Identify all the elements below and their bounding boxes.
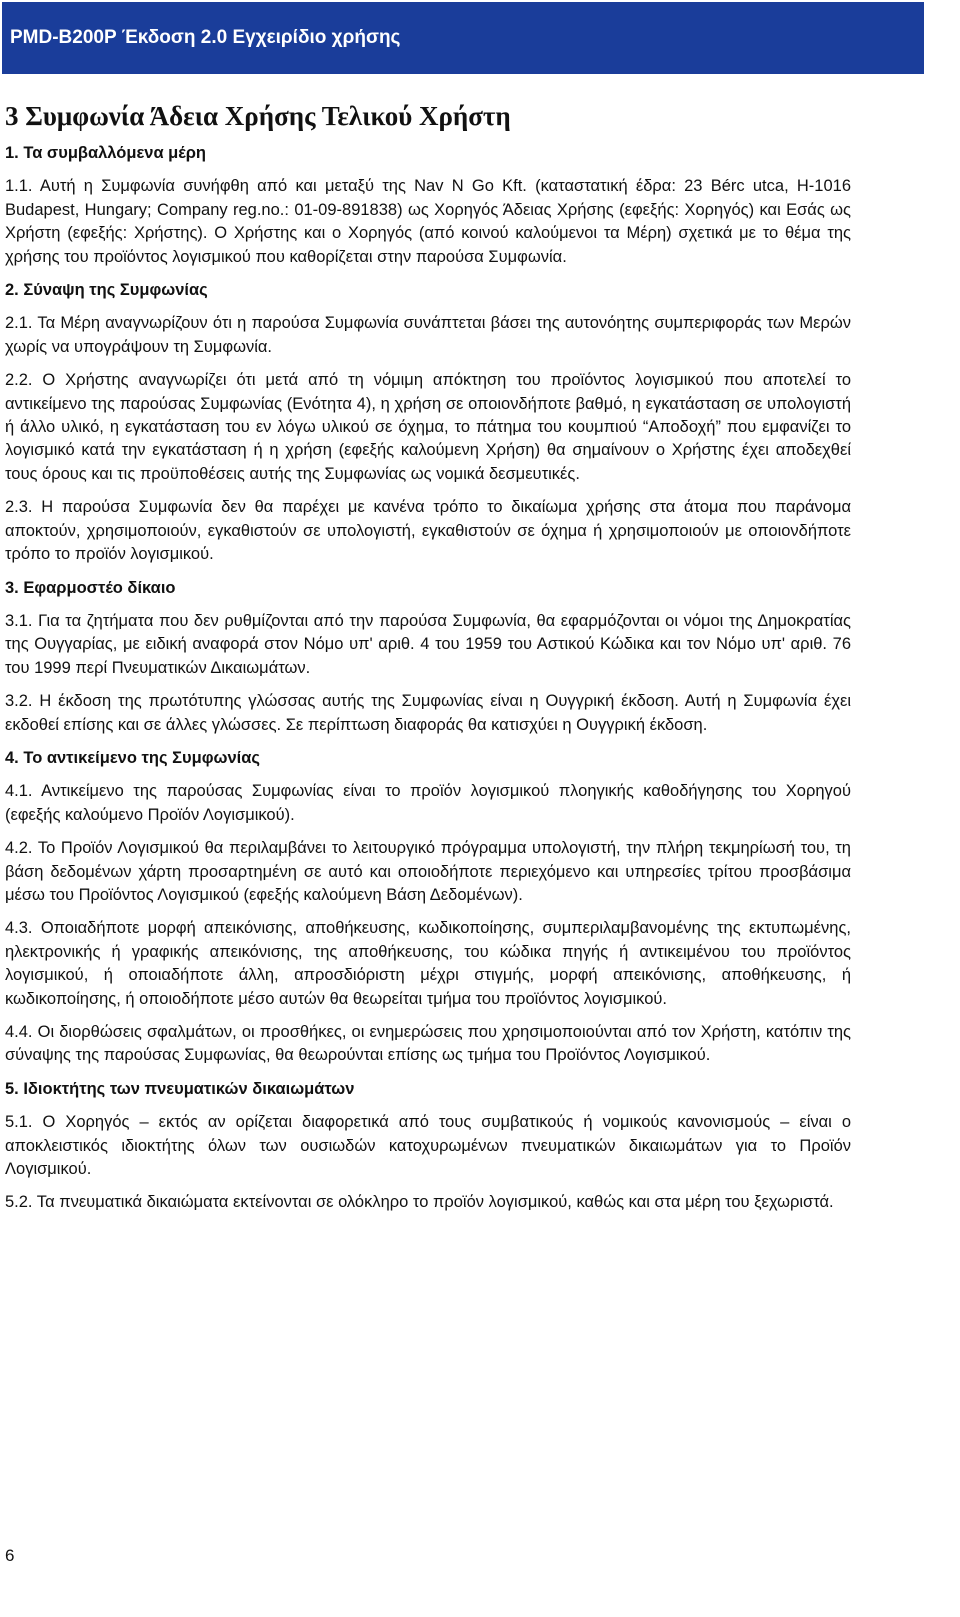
section-heading-copyright-owner: 5. Ιδιοκτήτης των πνευματικών δικαιωμάτων	[5, 1079, 355, 1098]
clause-4-3: 4.3. Οποιαδήποτε μορφή απεικόνισης, αποθήκευσης, κωδικοποίησης, συμπεριλαμβανομένης της εκτυπωμένης, ηλεκτρονικής ή γραφικής απεικόνισης, της αποθήκευσης, του κώδικα πηγής ή αντικειμένου του προϊόντος λογισμικού, ή οποιαδήποτε άλλη, απροσδιόριστη μέχρι στιγμής, μορφή απεικόνισης, αποθήκευσης, ή κωδικοποίησης, ή οποιοδήποτε μέσο αυτών θα θεωρείται τμήμα του προϊόντος λογισμικού.	[5, 919, 851, 1008]
clause-4-2: 4.2. Το Προϊόν Λογισμικού θα περιλαμβάνει το λειτουργικό πρόγραμμα υπολογιστή, την πλήρη τεκμηρίωσή του, τη βάση δεδομένων χάρτη προσαρτημένη σε αυτό και οποιοδήποτε περιεχόμενο και υπηρεσίες τρίτου προσβάσιμα μέσω του Προϊόντος Λογισμικού (εφεξής καλούμενη Βάση Δεδομένων).	[5, 839, 851, 904]
clause-3-2: 3.2. Η έκδοση της πρωτότυπης γλώσσας αυτής της Συμφωνίας είναι η Ουγγρική έκδοση. Αυτή η Συμφωνία έχει εκδοθεί επίσης και σε άλλες γλώσσες. Σε περίπτωση διαφοράς θα κατισχύει η Ουγγρική έκδοση.	[5, 692, 851, 734]
clause-5-1: 5.1. Ο Χορηγός – εκτός αν ορίζεται διαφορετικά από τους συμβατικούς ή νομικούς κανονισμούς – είναι ο αποκλειστικός ιδιοκτήτης όλων των ουσιωδών κατοχυρωμένων πνευματικών δικαιωμάτων για το Προϊόν Λογισμικού.	[5, 1113, 851, 1179]
page-number: 6	[5, 1546, 15, 1565]
clause-3-1: 3.1. Για τα ζητήματα που δεν ρυθμίζονται από την παρούσα Συμφωνία, θα εφαρμόζονται οι νόμοι της Δημοκρατίας της Ουγγαρίας, με ειδική αναφορά στον Νόμο υπ' αριθ. 4 του 1959 του Αστικού Κώδικα και τον Νόμο υπ' αριθ. 76 του 1999 περί Πνευματικών Δικαιωμάτων.	[5, 611, 851, 677]
section-heading-subject: 4. Το αντικείμενο της Συμφωνίας	[5, 748, 260, 767]
section-heading-parties: 1. Τα συμβαλλόμενα μέρη	[5, 144, 207, 162]
manual-title: PMD-B200P Έκδοση 2.0 Εγχειρίδιο χρήσης	[10, 27, 401, 48]
header-bar	[2, 2, 924, 74]
agreement-body	[5, 142, 851, 1225]
clause-2-3: 2.3. Η παρούσα Συμφωνία δεν θα παρέχει με κανένα τρόπο το δικαίωμα χρήσης στα άτομα που παράνομα αποκτούν, χρησιμοποιούν, εγκαθιστούν σε υπολογιστή, εγκαθιστούν σε όχημα ή χρησιμοποιούν με οποιονδήποτε τρόπο το προϊόν λογισμικού.	[5, 498, 851, 564]
clause-1-1: 1.1. Αυτή η Συμφωνία συνήφθη από και μεταξύ της Nav N Go Kft. (καταστατική έδρα: 23 Bérc utca, H-1016 Budapest, Hungary; Company reg.no.: 01-09-891838) ως Χορηγός Άδειας Χρήσης (εφεξής: Χορηγός) και Εσάς ως Χρήστη (εφεξής: Χρήστης). Ο Χρήστης και ο Χορηγός (από κοινού καλούμενοι τα Μέρη) σχετικά με το θέμα της χρήσης του προϊόντος λογισμικού που καθορίζεται στην παρούσα Συμφωνία.	[5, 177, 851, 266]
section-heading-applicable-law: 3. Εφαρμοστέο δίκαιο	[5, 578, 176, 597]
chapter-title: 3 Συμφωνία Άδεια Χρήσης Τελικού Χρήστη	[5, 101, 511, 131]
section-heading-conclusion: 2. Σύναψη της Συμφωνίας	[5, 281, 208, 300]
clause-2-1: 2.1. Τα Μέρη αναγνωρίζουν ότι η παρούσα Συμφωνία συνάπτεται βάσει της αυτονόητης συμπεριφοράς των Μερών χωρίς να υπογράψουν τη Συμφωνία.	[5, 314, 851, 356]
clause-4-4: 4.4. Οι διορθώσεις σφαλμάτων, οι προσθήκες, οι ενημερώσεις που χρησιμοποιούνται από τον Χρήστη, κατόπιν της σύναψης της παρούσας Συμφωνίας, θα θεωρούνται επίσης ως τμήμα του Προϊόντος Λογισμικού.	[5, 1023, 851, 1065]
clause-4-1: 4.1. Αντικείμενο της παρούσας Συμφωνίας είναι το προϊόν λογισμικού πλοηγικής καθοδήγησης του Χορηγού (εφεξής καλούμενο Προϊόν Λογισμικού).	[5, 782, 851, 824]
clause-5-2: 5.2. Τα πνευματικά δικαιώματα εκτείνονται σε ολόκληρο το προϊόν λογισμικού, καθώς και στα μέρη του ξεχωριστά.	[5, 1193, 834, 1212]
clause-2-2: 2.2. Ο Χρήστης αναγνωρίζει ότι μετά από τη νόμιμη απόκτηση του προϊόντος λογισμικού που αποτελεί το αντικείμενο της παρούσας Συμφωνίας (Ενότητα 4), η χρήση σε οποιονδήποτε βαθμό, η εγκατάσταση σε υπολογιστή ή άλλο υλικό, η εγκατάσταση του εν λόγω υλικού σε όχημα, το πάτημα του κουμπιού “Αποδοχή” που εμφανίζει το λογισμικό κατά την εγκατάσταση ή η χρήση (εφεξής καλούμενη Χρήση) θα σημαίνουν ο Χρήστης έχει αποδεχθεί τους όρους και τις προϋποθέσεις αυτής της Συμφωνίας ως νομικά δεσμευτικές.	[5, 371, 851, 483]
